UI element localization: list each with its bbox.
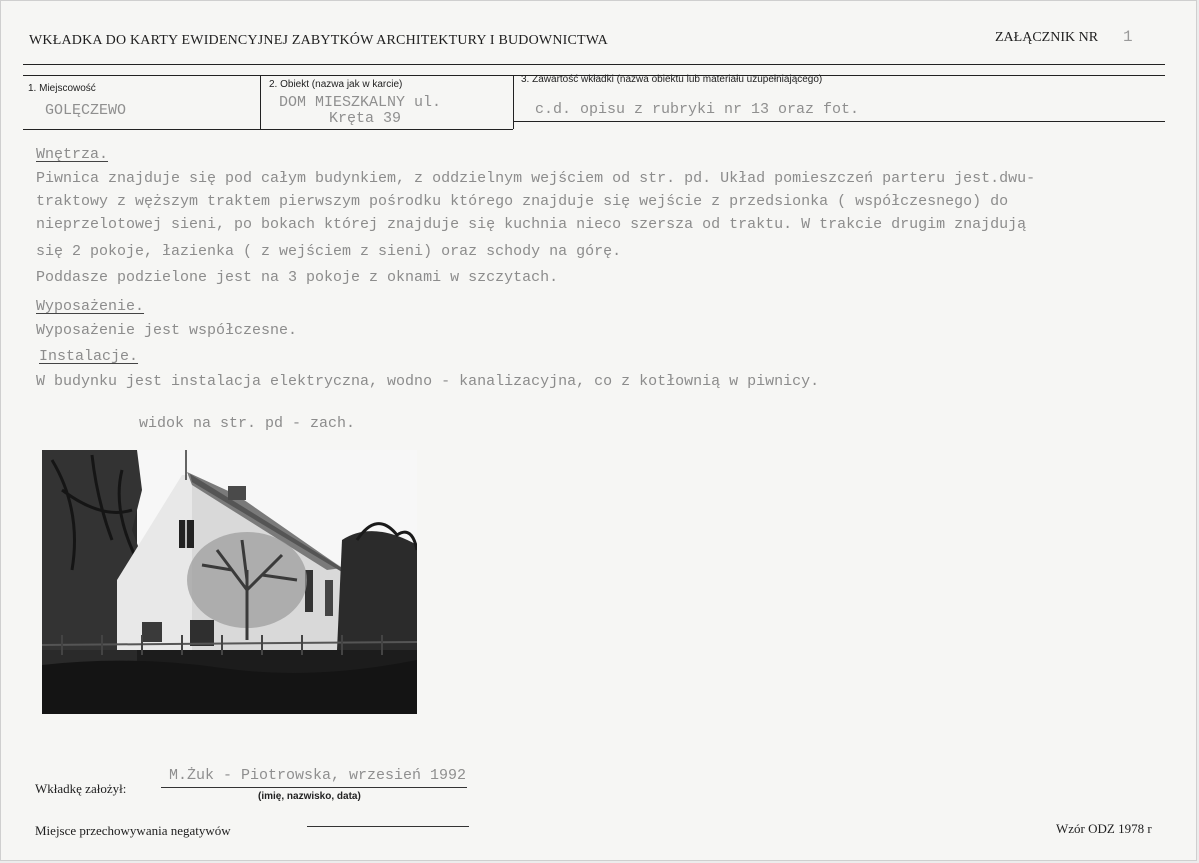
object-label: 2. Obiekt (nazwa jak w karcie) xyxy=(269,79,403,90)
interior-line-3: nieprzelotowej sieni, po bokach której znajduje się kuchnia nieco szersza od traktu. W trakcie drugim znajdują xyxy=(36,216,1027,233)
form-label: Wzór ODZ 1978 r xyxy=(1056,821,1152,836)
interior-line-2: traktowy z węższym traktem pierwszym pośrodku którego znajduje się wejście z przedsionka ( współczesnego) do xyxy=(36,193,1009,210)
card-title: WKŁADKA DO KARTY EWIDENCYJNEJ ZABYTKÓW ARCHITEKTURY I BUDOWNICTWA xyxy=(29,33,608,48)
place-value: GOLĘCZEWO xyxy=(45,102,127,119)
fields-bottom-rule-left xyxy=(23,129,513,130)
object-value-line2: Kręta 39 xyxy=(329,110,402,127)
object-value-line1: DOM MIESZKALNY ul. xyxy=(279,94,442,111)
house-photo-image xyxy=(42,450,417,714)
content-value: c.d. opisu z rubryki nr 13 oraz fot. xyxy=(535,101,860,118)
field-divider-1 xyxy=(260,75,261,129)
header-divider xyxy=(23,64,1165,65)
author-hint: (imię, nazwisko, data) xyxy=(258,791,361,802)
annex-label: ZAŁĄCZNIK NR xyxy=(995,30,1099,45)
heading-interior: Wnętrza. xyxy=(36,146,109,163)
interior-line-4: się 2 pokoje, łazienka ( z wejściem z sieni) oraz schody na górę. xyxy=(36,243,622,260)
heading-installations: Instalacje. xyxy=(39,348,139,365)
author-label: Wkładkę założył: xyxy=(35,781,127,796)
place-label: 1. Miejscowość xyxy=(28,83,96,94)
interior-line-5: Poddasze podzielone jest na 3 pokoje z oknami w szczytach. xyxy=(36,269,559,286)
interior-line-1: Piwnica znajduje się pod całym budynkiem, z oddzielnym wejściem od str. pd. Układ pomieszczeń parteru jest.dwu- xyxy=(36,170,1036,187)
author-line xyxy=(161,787,467,788)
author-value: M.Żuk - Piotrowska, wrzesień 1992 xyxy=(169,767,467,784)
photo-caption: widok na str. pd - zach. xyxy=(139,415,356,432)
house-photo xyxy=(42,450,417,714)
fields-bottom-rule-right xyxy=(513,121,1165,122)
heading-equipment: Wyposażenie. xyxy=(36,298,145,315)
negatives-label: Miejsce przechowywania negatywów xyxy=(35,823,231,838)
field-divider-2 xyxy=(513,75,514,129)
annex-number: 1 xyxy=(1123,28,1133,46)
equipment-line: Wyposażenie jest współczesne. xyxy=(36,322,298,339)
content-label: 3. Zawartość wkładki (nazwa obiektu lub materiału uzupełniającego) xyxy=(521,74,823,85)
installations-line: W budynku jest instalacja elektryczna, wodno - kanalizacyjna, co z kotłownią w piwnicy. xyxy=(36,373,820,390)
negatives-line xyxy=(307,826,469,827)
